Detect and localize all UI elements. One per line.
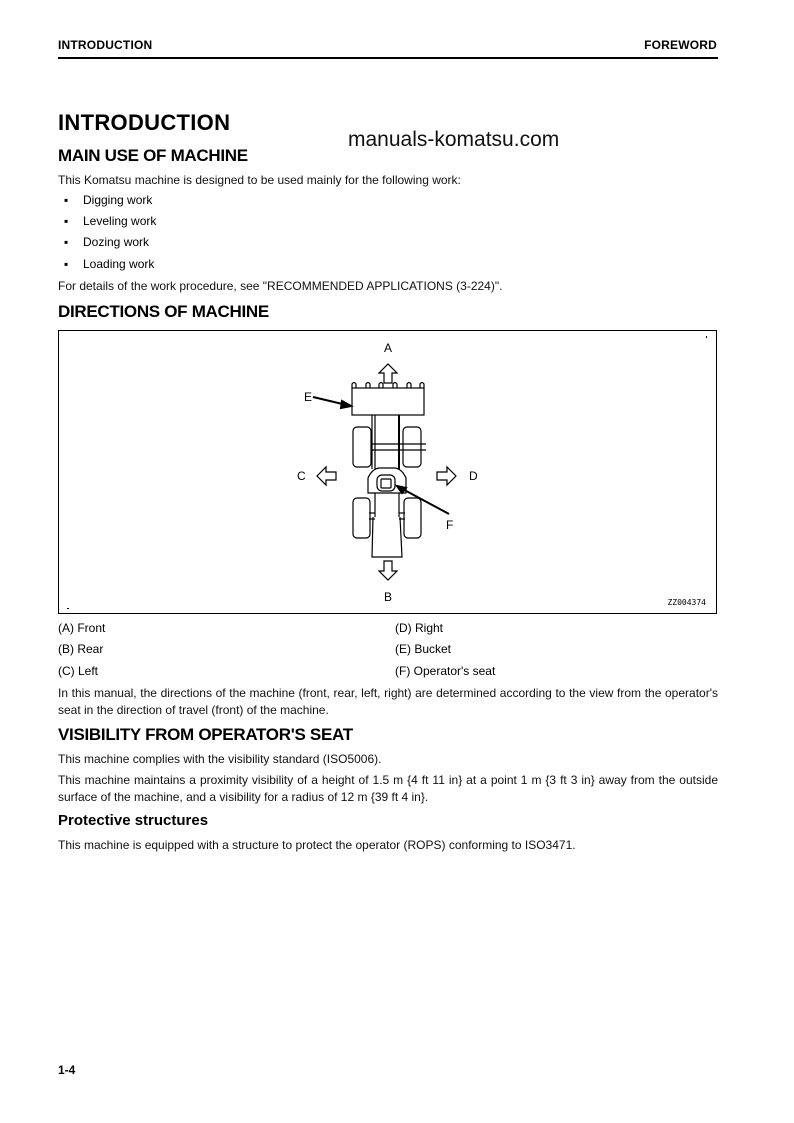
bullet-icon: ▪ bbox=[64, 214, 69, 228]
running-header-chapter: FOREWORD bbox=[644, 38, 717, 52]
arrow-rear-icon bbox=[379, 561, 397, 580]
front-right-tire bbox=[403, 427, 421, 467]
visibility-heading: VISIBILITY FROM OPERATOR'S SEAT bbox=[58, 725, 353, 744]
rops-text: This machine is equipped with a structure to protect the operator (ROPS) conforming to ISO3471. bbox=[58, 838, 576, 852]
running-header-section: INTRODUCTION bbox=[58, 38, 153, 52]
bullet-icon: ▪ bbox=[64, 257, 69, 271]
header-rule bbox=[58, 57, 718, 59]
front-left-tire bbox=[353, 427, 371, 467]
watermark: manuals-komatsu.com bbox=[348, 128, 560, 151]
page-title: INTRODUCTION bbox=[58, 110, 231, 135]
list-item: Leveling work bbox=[83, 214, 157, 228]
rear-right-tire bbox=[404, 498, 421, 538]
bullet-icon: ▪ bbox=[64, 193, 69, 207]
legend-item: (A) Front bbox=[58, 621, 106, 635]
arrow-front-icon bbox=[379, 364, 397, 383]
legend-item: (E) Bucket bbox=[395, 642, 452, 656]
label-f: F bbox=[446, 518, 454, 532]
page-number: 1-4 bbox=[58, 1063, 76, 1077]
bullet-icon: ▪ bbox=[64, 235, 69, 249]
operator-seat-shape bbox=[381, 479, 391, 488]
list-item: Loading work bbox=[83, 257, 155, 271]
machine-top-view-diagram bbox=[59, 331, 715, 612]
label-d: D bbox=[469, 469, 478, 483]
legend-item: (D) Right bbox=[395, 621, 444, 635]
label-c: C bbox=[297, 469, 306, 483]
list-item: Digging work bbox=[83, 193, 153, 207]
work-procedure-reference: For details of the work procedure, see "RECOMMENDED APPLICATIONS (3-224)". bbox=[58, 279, 503, 293]
arrow-right-icon bbox=[437, 467, 456, 485]
main-use-intro: This Komatsu machine is designed to be used mainly for the following work: bbox=[58, 173, 461, 187]
visibility-detail-text: This machine maintains a proximity visibility of a height of 1.5 m {4 ft 11 in} at a point 1 m {3 ft 3 in} away from the outside surface of the machine, and a visibility for a radius of 12 m {39 ft 4 in}. bbox=[58, 773, 718, 804]
visibility-standard-text: This machine complies with the visibility standard (ISO5006). bbox=[58, 752, 382, 766]
rear-left-tire bbox=[353, 498, 370, 538]
protective-structures-heading: Protective structures bbox=[58, 812, 209, 829]
label-b: B bbox=[384, 590, 393, 604]
legend-item: (B) Rear bbox=[58, 642, 104, 656]
label-e: E bbox=[304, 390, 313, 404]
legend-item: (C) Left bbox=[58, 664, 99, 678]
main-use-heading: MAIN USE OF MACHINE bbox=[58, 146, 248, 165]
bucket-shape bbox=[352, 388, 424, 415]
figure-id: ZZ004374 bbox=[667, 598, 706, 607]
arrow-left-icon bbox=[317, 467, 336, 485]
label-a: A bbox=[384, 341, 393, 355]
directions-figure bbox=[58, 330, 717, 614]
legend-item: (F) Operator's seat bbox=[395, 664, 496, 678]
directions-note: In this manual, the directions of the machine (front, rear, left, right) are determined according to the view from the operator's seat in the direction of travel (front) of the machine. bbox=[58, 686, 718, 717]
list-item: Dozing work bbox=[83, 235, 150, 249]
directions-heading: DIRECTIONS OF MACHINE bbox=[58, 302, 269, 321]
